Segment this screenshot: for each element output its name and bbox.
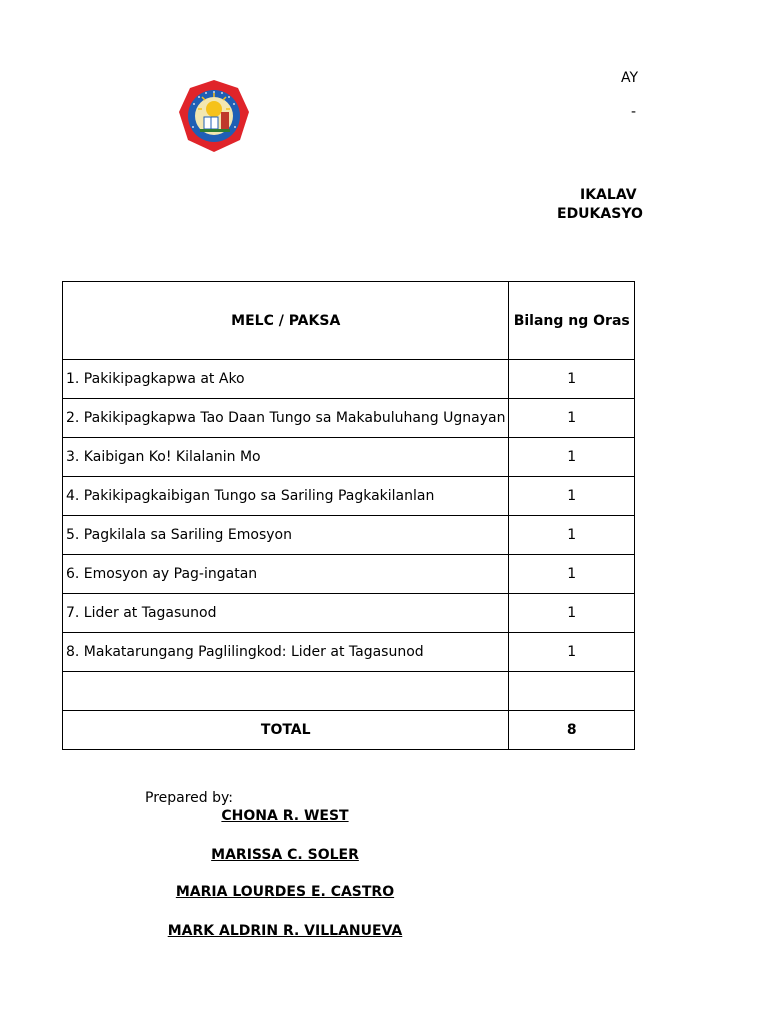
signatory-name: MARISSA C. SOLER	[211, 847, 359, 863]
total-value: 8	[509, 711, 635, 750]
signatory-name: MARK ALDRIN R. VILLANUEVA	[167, 923, 403, 939]
table-row	[63, 477, 635, 516]
hours-cell: 1	[509, 555, 635, 594]
topic-cell: 2. Pakikipagkapwa Tao Daan Tungo sa Makabuluhang Ugnayan	[63, 399, 509, 438]
table-row	[63, 438, 635, 477]
hours-cell: 1	[509, 360, 635, 399]
topic-cell: 4. Pakikipagkaibigan Tungo sa Sariling Pagkakilanlan	[63, 477, 509, 516]
header-line-2: -	[631, 104, 637, 120]
table-header-row	[63, 282, 635, 360]
hours-cell: 1	[509, 594, 635, 633]
topic-cell: 7. Lider at Tagasunod	[63, 594, 509, 633]
school-logo-icon	[178, 79, 250, 153]
table-row	[63, 633, 635, 672]
table-total-row	[63, 711, 635, 750]
signatory-name: CHONA R. WEST	[221, 808, 349, 824]
table-row	[63, 399, 635, 438]
melc-table	[62, 281, 635, 750]
hours-cell	[509, 672, 635, 711]
document-title-line-1: IKALAV	[580, 187, 637, 203]
prepared-by-label: Prepared by:	[145, 790, 233, 806]
total-label: TOTAL	[63, 711, 509, 750]
header-bilang-ng-oras: Bilang ng Oras	[509, 282, 635, 360]
topic-cell: 8. Makatarungang Paglilingkod: Lider at Tagasunod	[63, 633, 509, 672]
hours-cell: 1	[509, 399, 635, 438]
signatory-name: MARIA LOURDES E. CASTRO	[175, 884, 395, 900]
topic-cell: 1. Pakikipagkapwa at Ako	[63, 360, 509, 399]
table-row	[63, 555, 635, 594]
table-row	[63, 516, 635, 555]
hours-cell: 1	[509, 438, 635, 477]
table-row	[63, 594, 635, 633]
header-melc-paksa: MELC / PAKSA	[63, 282, 509, 360]
table-row	[63, 360, 635, 399]
document-title-line-2: EDUKASYO	[557, 206, 643, 222]
hours-cell: 1	[509, 477, 635, 516]
table-row-empty	[63, 672, 635, 711]
header-line-1: AY	[621, 70, 639, 86]
hours-cell: 1	[509, 633, 635, 672]
topic-cell: 5. Pagkilala sa Sariling Emosyon	[63, 516, 509, 555]
topic-cell: 6. Emosyon ay Pag-ingatan	[63, 555, 509, 594]
topic-cell	[63, 672, 509, 711]
topic-cell: 3. Kaibigan Ko! Kilalanin Mo	[63, 438, 509, 477]
hours-cell: 1	[509, 516, 635, 555]
